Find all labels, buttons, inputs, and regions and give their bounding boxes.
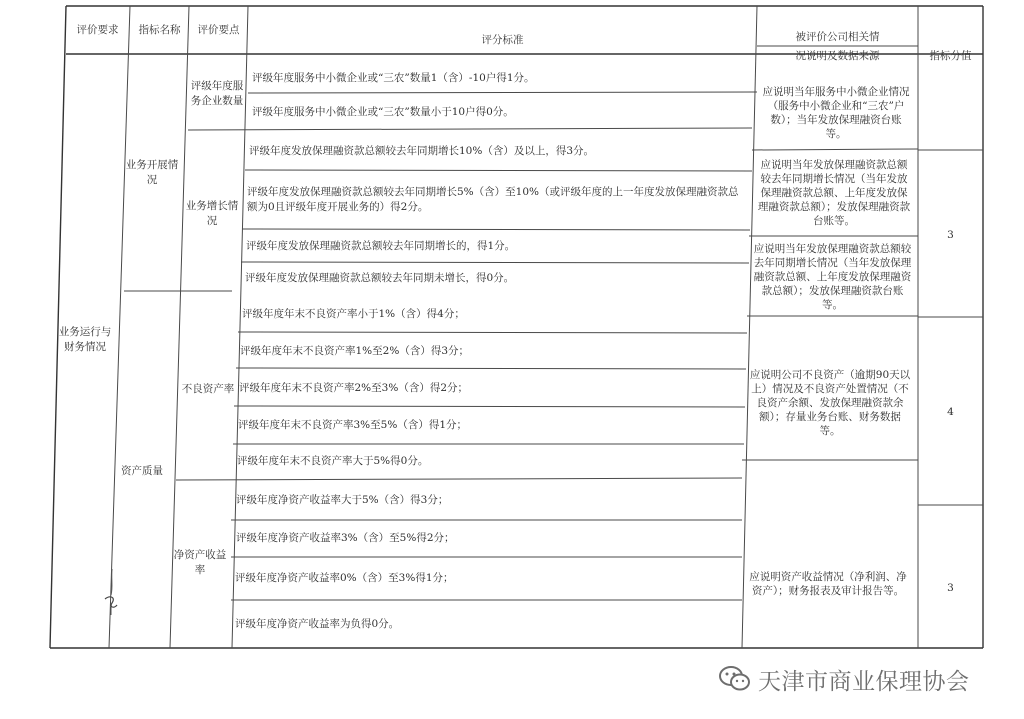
standard-npl-5: 评级年度年末不良资产率大于5%得0分。	[237, 455, 429, 467]
score-roe: 3	[947, 581, 954, 594]
note-npl: 应说明公司不良资产（逾期90天以上）情况及不良资产处置情况（不良资产余额、发放保理融资款余额）；存量业务台账、财务数据等。	[749, 369, 911, 437]
standard-roe-3: 评级年度净资产收益率0%（含）至3%得1分；	[235, 572, 454, 584]
standard-npl-4: 评级年度年末不良资产率3%至5%（含）得1分；	[238, 419, 467, 431]
standard-roe-1: 评级年度净资产收益率大于5%（含）得3分；	[236, 493, 449, 506]
point-count: 评级年度服务企业数量	[190, 80, 244, 107]
header-point: 评价要点	[197, 23, 240, 36]
requirement-label: 业务运行与财务情况	[58, 326, 112, 353]
header-standard: 评分标准	[481, 33, 524, 46]
handwritten-mark-icon	[96, 565, 126, 615]
note-growth-b: 应说明当年发放保理融资款总额较去年同期增长情况（当年发放保理融资款总额、上年度发放保理融资款总额）；发放保理融资款台账等。	[753, 243, 912, 311]
note-growth-a: 应说明当年发放保理融资款总额较去年同期增长情况（当年发放保理融资款总额、上年度发放保理融资款总额）；发放保理融资款台账等。	[757, 159, 911, 227]
standard-growth-3: 评级年度发放保理融资款总额较去年同期增长的，得1分。	[246, 240, 516, 252]
standard-growth-2: 评级年度发放保理融资款总额较去年同期增长5%（含）至10%（或评级年度的上一年度发放保理融资款总额为0且评级年度开展业务的）得2分。	[247, 186, 739, 213]
standard-count-1: 评级年度服务中小微企业或“三农”数量1（含）-10户得1分。	[252, 71, 535, 84]
standard-growth-1: 评级年度发放保理融资款总额较去年同期增长10%（含）及以上，得3分。	[249, 144, 595, 157]
watermark-text: 天津市商业保理协会	[758, 668, 970, 695]
header-requirement: 评价要求	[76, 23, 119, 36]
standard-growth-4: 评级年度发放保理融资款总额较去年同期未增长，得0分。	[245, 271, 515, 284]
note-count: 应说明当年服务中小微企业情况（服务中小微企业和“三农”户数）；当年发放保理融资台账等。	[762, 86, 910, 140]
header-info-line1: 被评价公司相关情	[795, 30, 880, 43]
note-roe: 应说明资产收益情况（净利润、净资产）；财务报表及审计报告等。	[749, 571, 907, 597]
standard-npl-3: 评级年度年末不良资产率2%至3%（含）得2分；	[239, 381, 468, 394]
header-indicator: 指标名称	[138, 23, 181, 36]
standard-count-2: 评级年度服务中小微企业或“三农”数量小于10户得0分。	[252, 105, 514, 118]
standard-roe-2: 评级年度净资产收益率3%（含）至5%得2分；	[236, 532, 455, 544]
indicator-asset: 资产质量	[121, 464, 163, 477]
indicator-business: 业务开展情况	[125, 159, 179, 186]
point-npl: 不良资产率	[181, 382, 235, 395]
standard-npl-2: 评级年度年末不良资产率1%至2%（含）得3分；	[240, 344, 469, 357]
point-roe: 净资产收益率	[173, 549, 227, 576]
standard-npl-1: 评级年度年末不良资产率小于1%（含）得4分；	[242, 308, 465, 320]
score-npl: 4	[947, 405, 954, 418]
score-business: 3	[947, 228, 954, 241]
point-growth: 业务增长情况	[185, 200, 239, 227]
wechat-icon	[718, 664, 752, 694]
header-info-line2: 况说明及数据来源	[795, 49, 880, 62]
standard-roe-4: 评级年度净资产收益率为负得0分。	[235, 617, 400, 630]
watermark	[718, 659, 1008, 699]
header-score: 指标分值	[929, 49, 972, 62]
